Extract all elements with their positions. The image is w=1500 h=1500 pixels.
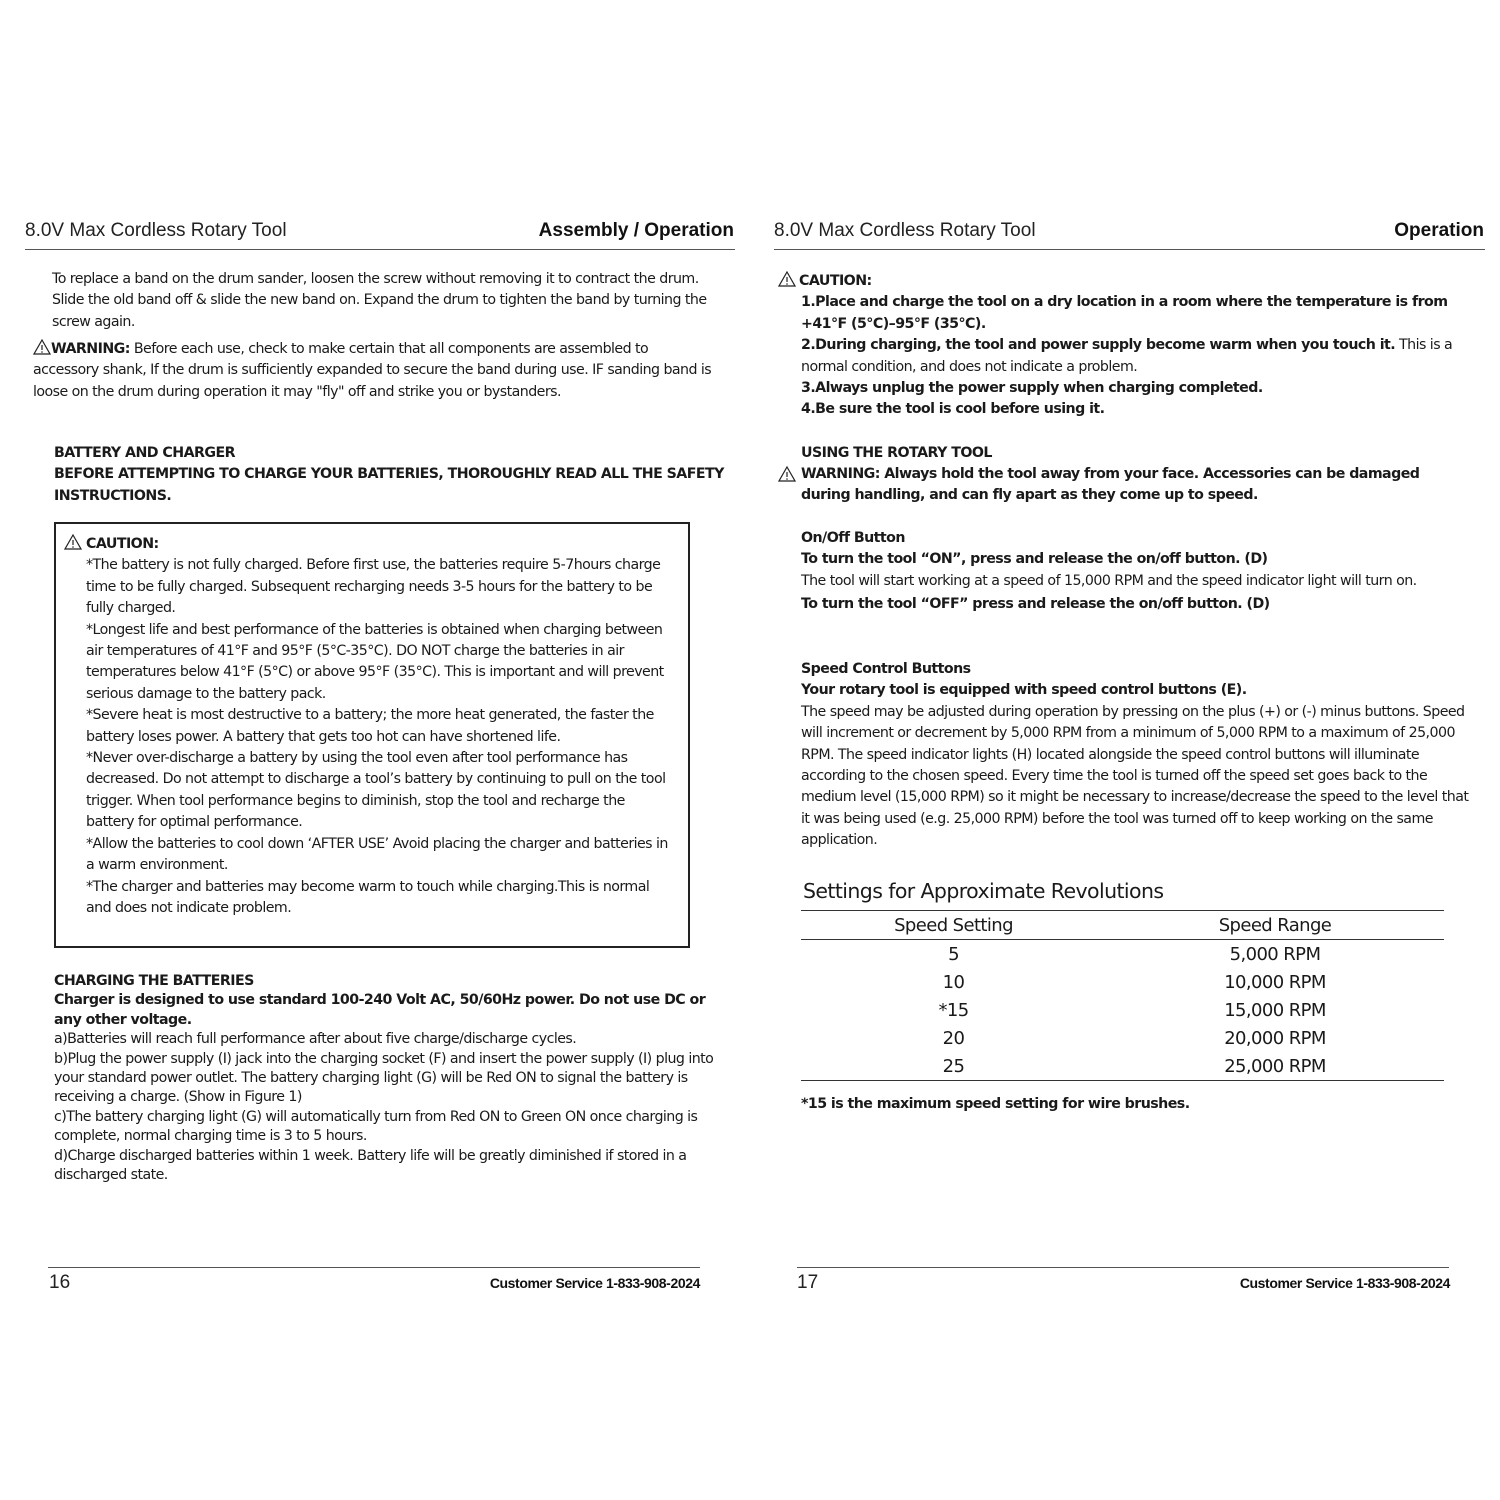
caution-item: *The charger and batteries may become warm to touch while charging.This is normal and does not indicate problem. — [86, 878, 650, 916]
caution-heading — [64, 534, 674, 555]
page-header-title: 8.0V Max Cordless Rotary Tool — [774, 220, 1036, 241]
using-heading: USING THE ROTARY TOOL — [801, 445, 992, 461]
caution-item: *Severe heat is most destructive to a battery; the more heat generated, the faster the battery loses power. A battery that gets too hot can have shortened life. — [86, 707, 654, 745]
speed-control-text: The speed may be adjusted during operation by pressing on the plus (+) or (-) minus buttons. Speed will increment or decrement by 5,000 RPM from a minimum of 5,000 RPM to a maximum of 25,000 RPM. The speed indicator lights (H) located alongside the speed control buttons will illuminate according to the chosen speed. Every time the tool is turned off the speed set goes back to the medium level (15,000 RPM) so it might be necessary to increase/decrease the speed to the level that it was being used (e.g. 25,000 RPM) before the tool was turned off to keep working on the same application. — [801, 703, 1469, 849]
charging-item: c)The battery charging light (G) will automatically turn from Red ON to Green ON once charging is complete, normal charging time is 3 to 5 hours. — [54, 1108, 698, 1145]
warning-block — [33, 339, 713, 403]
caution-heading — [778, 271, 1468, 292]
caution-item-2-rest: This is a normal condition, and does not indicate a problem. — [801, 337, 1453, 375]
speed-range-cell: 10,000 RPM — [1224, 971, 1326, 993]
caution-item-4: 4.Be sure the tool is cool before using it. — [801, 401, 1105, 418]
using-warning-text: WARNING: Always hold the tool away from your face. Accessories can be damaged during handling, and can fly apart as they come up to speed. — [801, 466, 1420, 504]
caution-label: CAUTION: — [86, 536, 159, 552]
table-row — [801, 1052, 1444, 1081]
speed-range-cell: 5,000 RPM — [1229, 943, 1321, 965]
charging-section — [54, 972, 726, 1185]
caution-item-3: 3.Always unplug the power supply when charging completed. — [801, 380, 1263, 397]
warning-text: Before each use, check to make certain that all components are assembled to accessory shank, If the drum is sufficiently expanded to secure the band during use. IF sanding band is loose on the drum during operation it may "fly" off and strike you or bystanders. — [33, 341, 712, 400]
speed-setting-cell: 20 — [942, 1027, 965, 1049]
column-header-speed-range: Speed Range — [1106, 911, 1444, 940]
table-header-row — [801, 911, 1444, 940]
battery-heading: BATTERY AND CHARGER — [54, 445, 235, 461]
footer-divider — [797, 1267, 1449, 1268]
speed-setting-cell: 10 — [942, 971, 965, 993]
header-divider — [774, 249, 1485, 250]
right-page — [750, 0, 1500, 1500]
speed-control-heading: Speed Control Buttons — [801, 661, 971, 677]
charging-item: a)Batteries will reach full performance after about five charge/discharge cycles. — [54, 1031, 577, 1048]
customer-service: Customer Service 1-833-908-2024 — [1239, 1275, 1450, 1291]
battery-section — [54, 443, 724, 507]
charging-heading: CHARGING THE BATTERIES — [54, 973, 254, 989]
caution-label: CAUTION: — [799, 273, 872, 289]
charging-item: b)Plug the power supply (I) jack into the charging socket (F) and insert the power supply (I) plug into your standard power outlet. The battery charging light (G) will be Red ON to signal the battery is receiving a charge. (Show in Figure 1) — [54, 1050, 714, 1106]
footer-divider — [48, 1267, 700, 1268]
speed-setting-cell: 5 — [948, 943, 959, 965]
page-header-section: Operation — [1394, 220, 1484, 241]
onoff-heading: On/Off Button — [801, 530, 905, 546]
page-number: 16 — [49, 1272, 71, 1293]
using-warning — [778, 464, 1458, 507]
caution-item-2-bold: 2.During charging, the tool and power supply become warm when you touch it. — [801, 337, 1396, 354]
onoff-section — [801, 528, 1471, 616]
drum-sander-instructions: To replace a band on the drum sander, loosen the screw without removing it to contract the drum. Slide the old band off & slide the new band on. Expand the drum to tighten the band by turning the screw again. — [52, 271, 707, 330]
battery-subheading: BEFORE ATTEMPTING TO CHARGE YOUR BATTERIES, THOROUGHLY READ ALL THE SAFETY INSTRUCTIONS. — [54, 466, 724, 504]
caution-item-1: 1.Place and charge the tool on a dry location in a room where the temperature is from +41°F (5°C)–95°F (35°C). — [801, 294, 1448, 332]
page-number: 17 — [797, 1272, 819, 1293]
table-row — [801, 1024, 1444, 1052]
warning-triangle-icon — [33, 339, 51, 355]
battery-caution-content — [64, 534, 674, 919]
speed-control-section — [801, 659, 1471, 852]
speed-table-title: Settings for Approximate Revolutions — [803, 879, 1164, 903]
onoff-off-instruction: To turn the tool “OFF” press and release the on/off button. (D) — [801, 596, 1270, 613]
warning-triangle-icon — [64, 534, 82, 550]
warning-label: WARNING: — [51, 341, 130, 357]
page-header-title: 8.0V Max Cordless Rotary Tool — [25, 220, 287, 241]
header-divider — [25, 249, 735, 250]
table-row — [801, 968, 1444, 996]
caution-item: *The battery is not fully charged. Before first use, the batteries require 5-7hours charge time to be fully charged. Subsequent recharging needs 3-5 hours for the battery to be fully charged. — [86, 557, 661, 617]
speed-range-cell: 20,000 RPM — [1224, 1027, 1326, 1049]
caution-item: *Allow the batteries to cool down ‘AFTER USE’ Avoid placing the charger and batteries in a warm environment. — [86, 835, 668, 874]
speed-table — [801, 910, 1444, 1081]
column-header-speed-setting: Speed Setting — [801, 911, 1106, 940]
onoff-on-instruction: To turn the tool “ON”, press and release the on/off button. (D) — [801, 551, 1268, 568]
table-row — [801, 996, 1444, 1024]
charging-item: d)Charge discharged batteries within 1 week. Battery life will be greatly diminished if stored in a discharged state. — [54, 1147, 687, 1184]
speed-range-cell: 15,000 RPM — [1224, 999, 1326, 1021]
onoff-on-text: The tool will start working at a speed of 15,000 RPM and the speed indicator light will turn on. — [801, 572, 1417, 589]
page-header-section: Assembly / Operation — [538, 220, 734, 241]
caution-item: *Never over-discharge a battery by using the tool even after tool performance has decreased. Do not attempt to discharge a tool’s battery by continuing to pull on the tool trigger. When tool performance begins to diminish, stop the tool and recharge the battery for optimal performance. — [86, 750, 666, 831]
charging-caution — [778, 271, 1468, 421]
warning-triangle-icon — [778, 466, 796, 482]
speed-setting-cell: *15 — [938, 999, 969, 1021]
caution-item-2 — [801, 335, 1468, 378]
caution-item: *Longest life and best performance of the batteries is obtained when charging between air temperatures of 41°F and 95°F (5°C-35°C). DO NOT charge the batteries in air temperatures below 41°F (5°C) or above 95°F (35°C). This is important and will prevent serious damage to the battery pack. — [86, 621, 664, 702]
warning-triangle-icon — [778, 271, 796, 287]
customer-service: Customer Service 1-833-908-2024 — [489, 1275, 700, 1291]
charging-subheading: Charger is designed to use standard 100-240 Volt AC, 50/60Hz power. Do not use DC or any other voltage. — [54, 992, 706, 1028]
speed-control-subheading: Your rotary tool is equipped with speed control buttons (E). — [801, 682, 1247, 699]
speed-setting-cell: 25 — [801, 1052, 1106, 1081]
table-row — [801, 940, 1444, 969]
speed-table-note: *15 is the maximum speed setting for wire brushes. — [801, 1096, 1190, 1112]
speed-range-cell: 25,000 RPM — [1106, 1052, 1444, 1081]
